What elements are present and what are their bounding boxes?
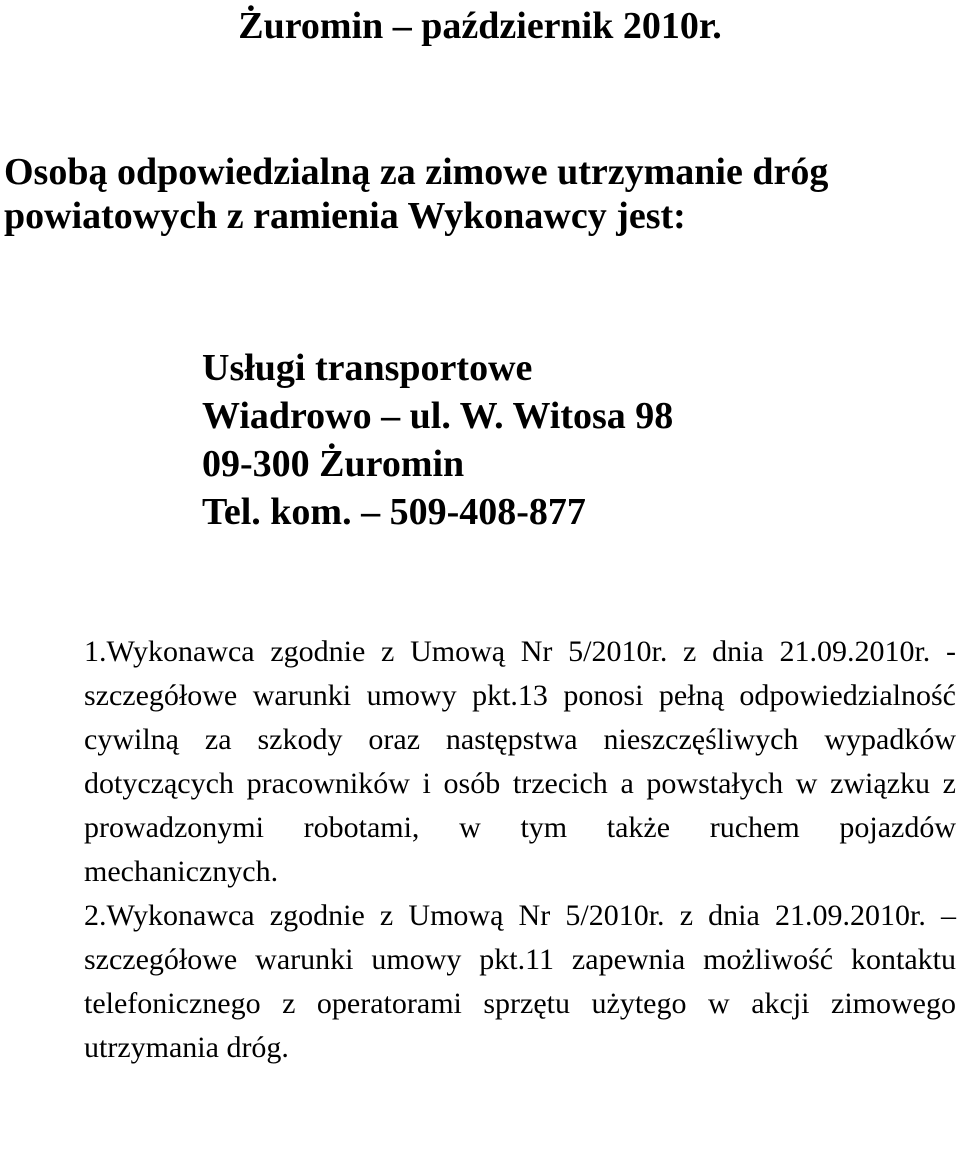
contact-company: Usługi transportowe [202,347,533,389]
term-paragraph-1: 1.Wykonawca zgodnie z Umową Nr 5/2010r. z dnia 21.09.2010r. - szczegółowe warunki umowy pkt.13 ponosi pełną odpowiedzialność cywilną za szkody oraz następstwa nieszczęśliwych wypadków dotyczących pracowników i osób trzecich a powstałych w związku z prowadzonymi robotami, w tym także ruchem pojazdów mechanicznych. [84,635,956,888]
responsible-person-line-2: powiatowych z ramienia Wykonawcy jest: [4,195,686,237]
document-title: Żuromin – październik 2010r. [238,5,722,47]
contact-phone: Tel. kom. – 509-408-877 [202,491,586,533]
responsible-person-heading [4,150,954,238]
responsible-person-line-1: Osobą odpowiedzialną za zimowe utrzymanie dróg [4,151,829,193]
terms-section [84,630,956,1070]
contact-block [202,344,902,536]
term-paragraph-2: 2.Wykonawca zgodnie z Umową Nr 5/2010r. z dnia 21.09.2010r. – szczegółowe warunki umowy pkt.11 zapewnia możliwość kontaktu telefonicznego z operatorami sprzętu użytego w akcji zimowego utrzymania dróg. [84,899,956,1064]
contact-address: Wiadrowo – ul. W. Witosa 98 [202,395,674,437]
contact-postal: 09-300 Żuromin [202,443,465,485]
